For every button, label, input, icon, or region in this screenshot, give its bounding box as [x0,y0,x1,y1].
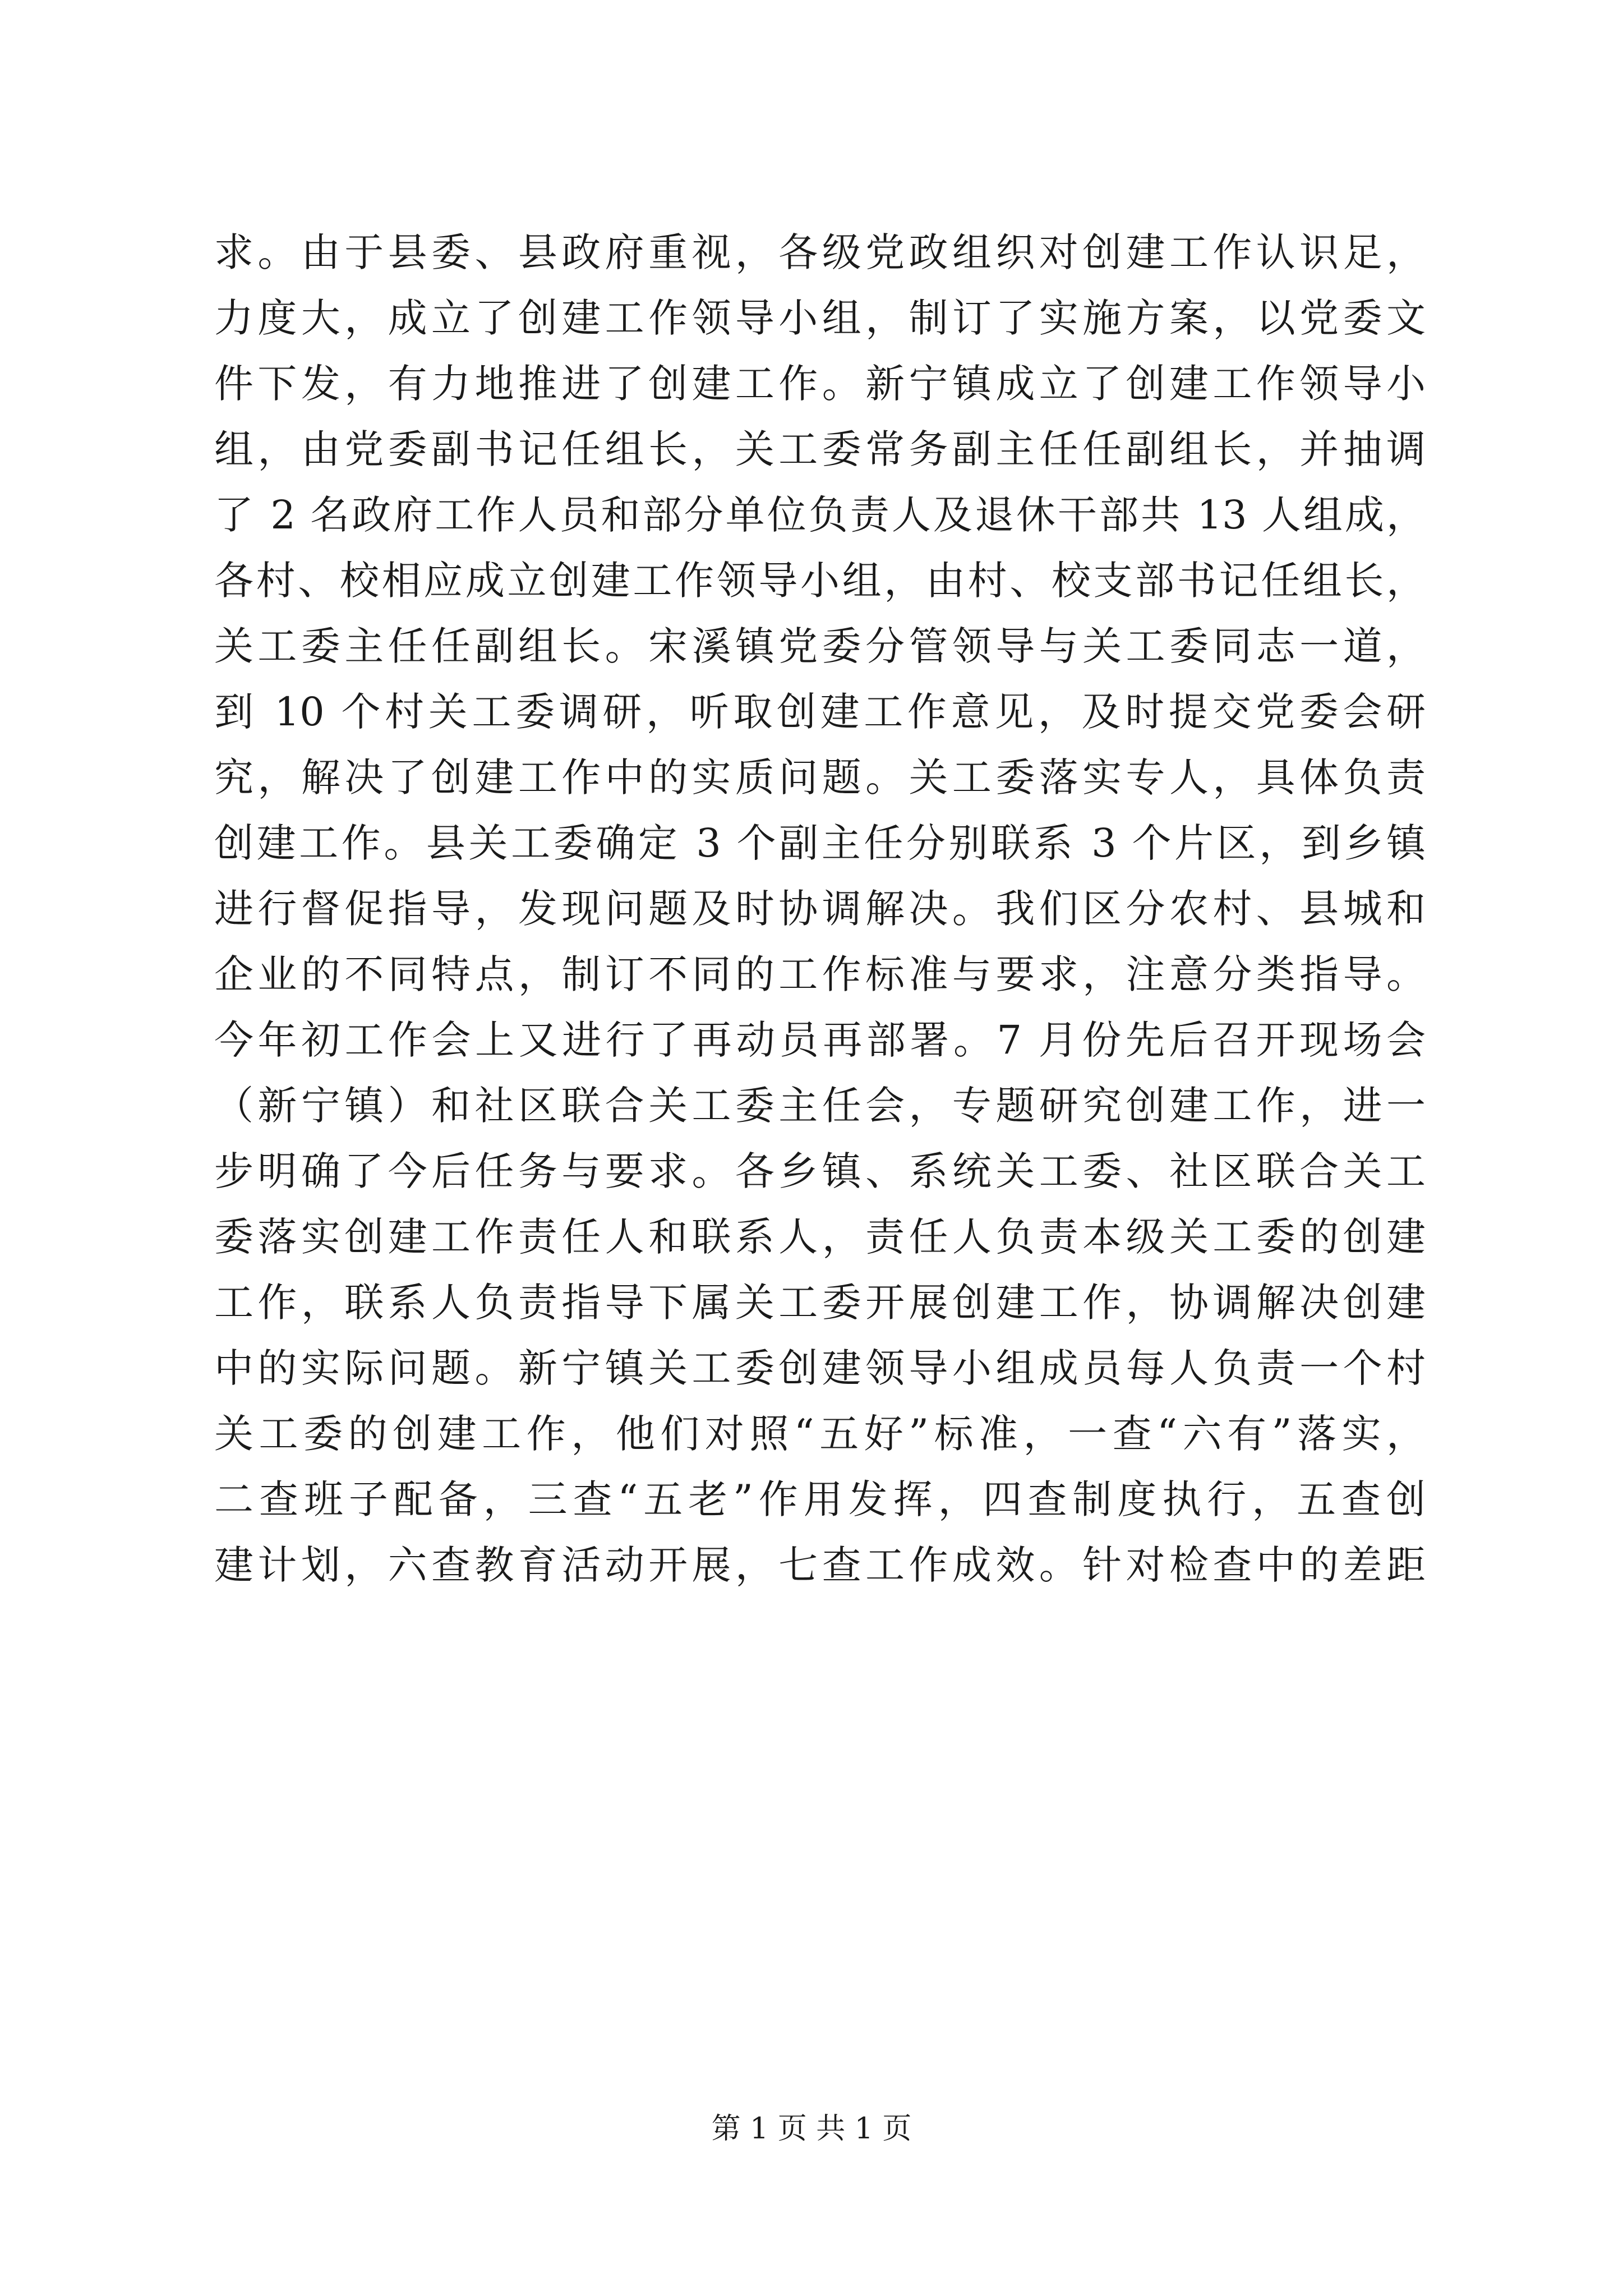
body-text [214,220,1426,1598]
text-line: 力度大，成立了创建工作领导小组，制订了实施方案，以党委文 [214,295,1426,341]
text-line: 关工委主任任副组长。宋溪镇党委分管领导与关工委同志一道， [214,623,1426,669]
text-line: 进行督促指导，发现问题及时协调解决。我们区分农村、县城和 [214,886,1426,932]
text-line: 二查班子配备，三查“五老”作用发挥，四查制度执行，五查创 [214,1476,1426,1522]
text-line: 了 2 名政府工作人员和部分单位负责人及退休干部共 13 人组成， [214,492,1426,538]
text-line: 件下发，有力地推进了创建工作。新宁镇成立了创建工作领导小 [214,361,1426,407]
text-line: 到 10 个村关工委调研，听取创建工作意见，及时提交党委会研 [214,689,1426,735]
text-line: 各村、校相应成立创建工作领导小组，由村、校支部书记任组长， [214,558,1426,604]
page-footer: 第 1 页 共 1 页 [711,2112,912,2146]
text-line: 组，由党委副书记任组长，关工委常务副主任任副组长，并抽调 [214,426,1426,472]
text-line: 关工委的创建工作，他们对照“五好”标准，一查“六有”落实， [214,1411,1426,1457]
text-line: 求。由于县委、县政府重视，各级党政组织对创建工作认识足， [214,229,1426,275]
text-line: 工作，联系人负责指导下属关工委开展创建工作，协调解决创建 [214,1280,1426,1326]
text-line: 委落实创建工作责任人和联系人，责任人负责本级关工委的创建 [214,1214,1426,1260]
text-line: 建计划，六查教育活动开展，七查工作成效。针对检查中的差距 [214,1542,1426,1588]
text-line: （新宁镇）和社区联合关工委主任会，专题研究创建工作，进一 [214,1083,1426,1129]
text-line: 今年初工作会上又进行了再动员再部署。7 月份先后召开现场会 [214,1017,1426,1063]
text-line: 步明确了今后任务与要求。各乡镇、系统关工委、社区联合关工 [214,1148,1426,1194]
text-line: 创建工作。县关工委确定 3 个副主任分别联系 3 个片区，到乡镇 [214,820,1426,866]
text-line: 究，解决了创建工作中的实质问题。关工委落实专人，具体负责 [214,754,1426,800]
text-line: 中的实际问题。新宁镇关工委创建领导小组成员每人负责一个村 [214,1345,1426,1391]
text-line: 企业的不同特点，制订不同的工作标准与要求，注意分类指导。 [214,951,1426,997]
